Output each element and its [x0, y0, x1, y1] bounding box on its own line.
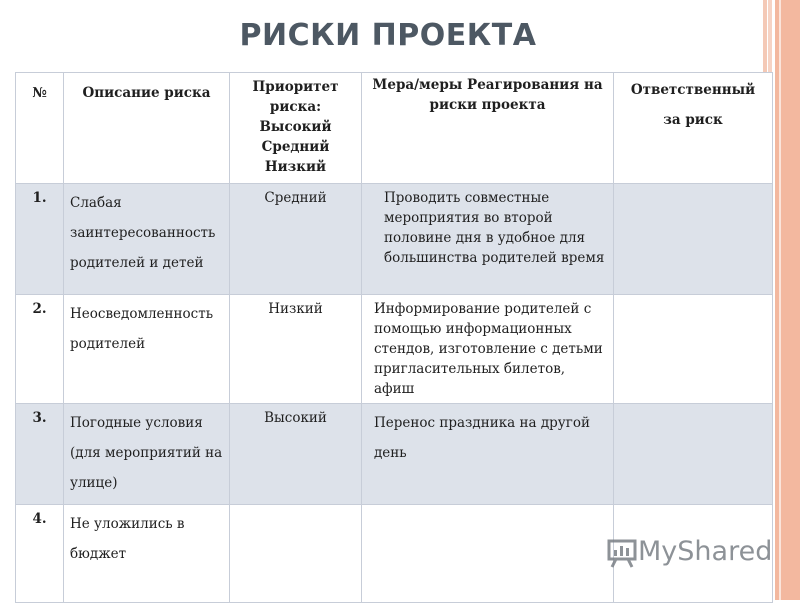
border-stripe-highlight — [779, 0, 781, 600]
header-priority: Приоритет риска: Высокий Средний Низкий — [230, 73, 362, 184]
row-number: 2. — [16, 295, 64, 404]
risk-description: Слабая заинтересованность родителей и детей — [64, 184, 230, 295]
header-number: № — [16, 73, 64, 184]
risk-priority — [230, 505, 362, 603]
risk-measure: Проводить совместные мероприятия во второй половине дня в удобное для большинства родителей время — [362, 184, 614, 295]
risk-table — [15, 72, 773, 603]
risk-description: Погодные условия (для мероприятий на улице) — [64, 404, 230, 505]
header-responsible: Ответственный за риск — [614, 73, 773, 184]
risk-description: Неосведомленность родителей — [64, 295, 230, 404]
risk-priority: Высокий — [230, 404, 362, 505]
risk-responsible — [614, 295, 773, 404]
page-title: РИСКИ ПРОЕКТА — [239, 18, 537, 53]
presentation-board-icon — [606, 538, 638, 568]
risk-priority: Средний — [230, 184, 362, 295]
table-row — [16, 404, 773, 505]
watermark-text: MyShared — [638, 536, 773, 567]
header-description: Описание риска — [64, 73, 230, 184]
table-row — [16, 295, 773, 404]
risk-priority: Низкий — [230, 295, 362, 404]
header-measures: Мера/меры Реагирования на риски проекта — [362, 73, 614, 184]
risk-measure — [362, 505, 614, 603]
risk-description: Не уложились в бюджет — [64, 505, 230, 603]
risk-responsible — [614, 184, 773, 295]
risk-measure: Информирование родителей с помощью информационных стендов, изготовление с детьми пригласительных билетов, афиш — [362, 295, 614, 404]
row-number: 1. — [16, 184, 64, 295]
table-row — [16, 184, 773, 295]
watermark — [606, 536, 772, 568]
row-number: 4. — [16, 505, 64, 603]
risk-responsible — [614, 404, 773, 505]
table-header-row — [16, 73, 773, 184]
row-number: 3. — [16, 404, 64, 505]
risk-measure: Перенос праздника на другой день — [362, 404, 614, 505]
